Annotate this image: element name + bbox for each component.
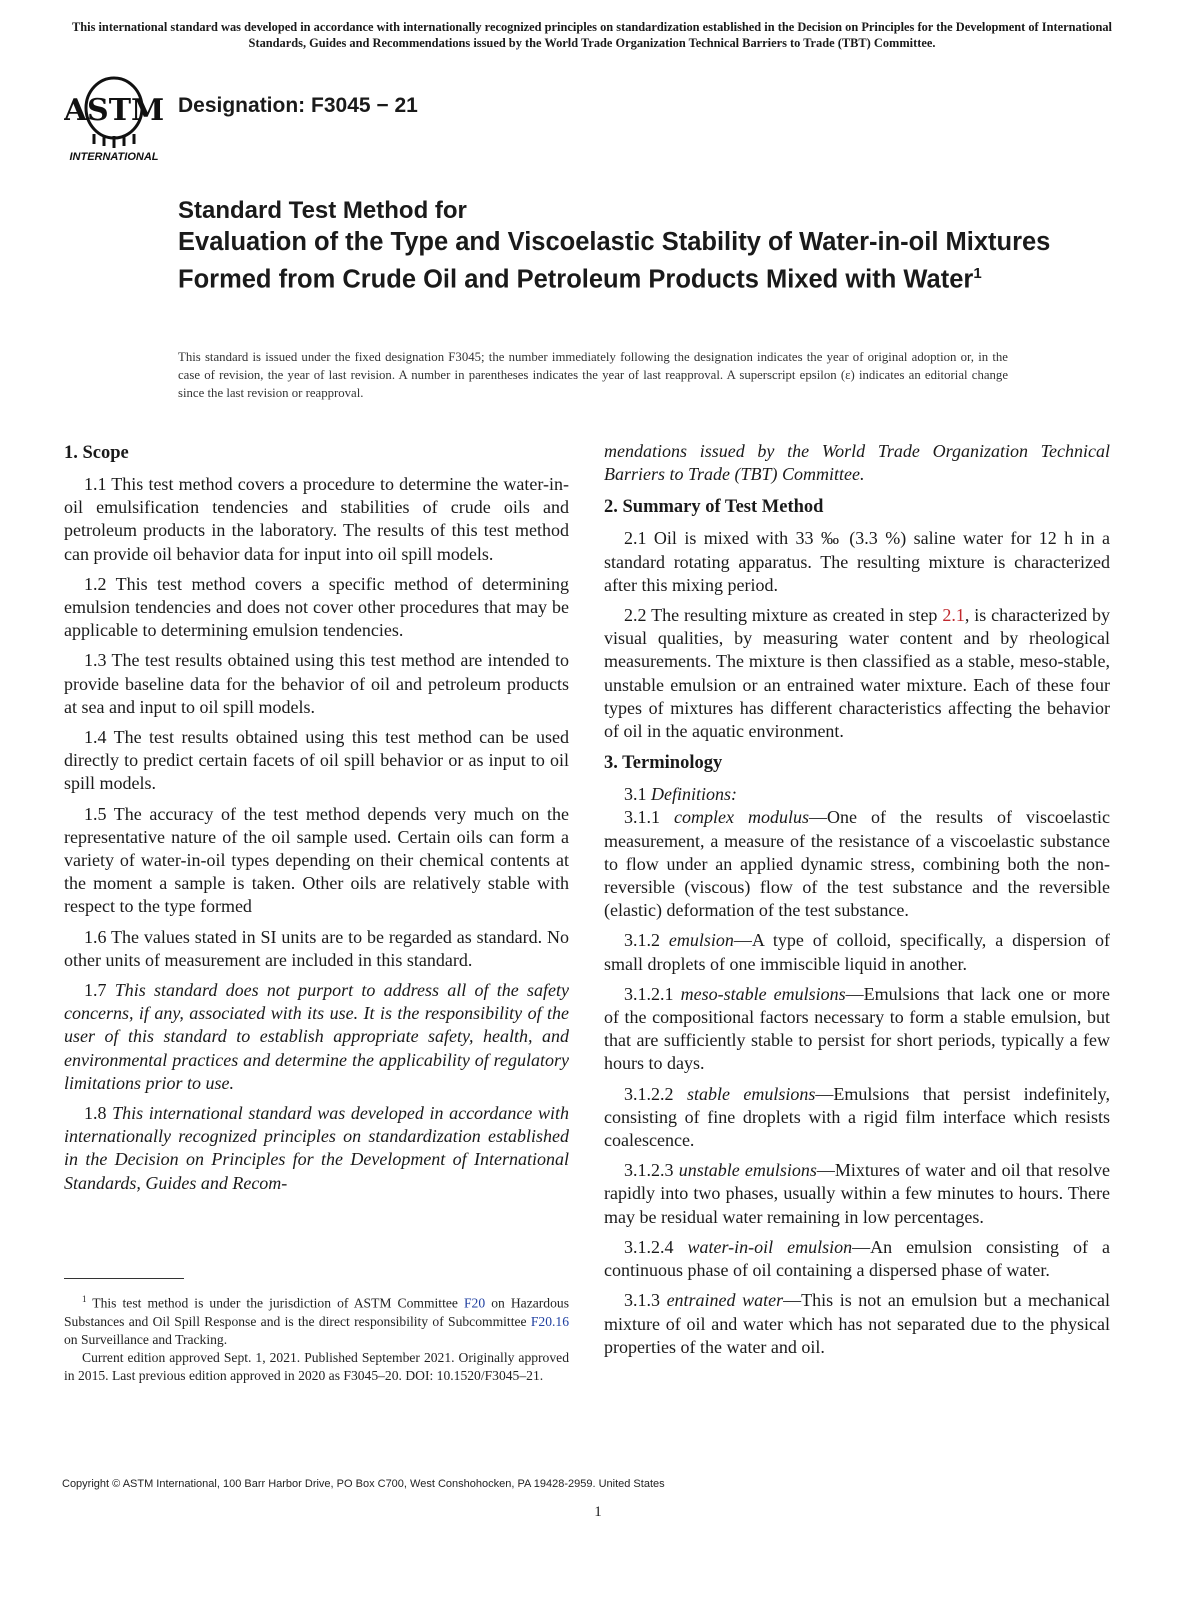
document-title — [178, 196, 1078, 296]
para-1-5: 1.5 The accuracy of the test method depends very much on the representative nature of the oil sample used. Certain oils can form a variety of water-in-oil types depending on their chemical contents at the moment a sample is taken. Other oils are relatively stable with respect to the type formed — [64, 803, 569, 917]
para-1-8 — [64, 1102, 569, 1195]
title-main: Evaluation of the Type and Viscoelastic Stability of Water-in-oil Mixtures Formed from Crude Oil and Petroleum Products Mixed with Water — [178, 228, 1051, 294]
step-2-1-link[interactable]: 2.1 — [942, 605, 965, 626]
issuance-note: This standard is issued under the fixed designation F3045; the number immediately following the designation indicates the year of original adoption or, in the case of revision, the year of last revision. A number in parentheses indicates the year of last reapproval. A superscript epsilon (ε) indicates an editorial change since the last revision or reapproval. — [178, 350, 1008, 400]
para-1-8-num: 1.8 — [84, 1103, 107, 1124]
astm-logo — [64, 70, 164, 162]
section-1-heading: 1. Scope — [64, 443, 129, 463]
footnote-mark: 1 — [82, 1294, 87, 1304]
section-2-heading: 2. Summary of Test Method — [604, 497, 824, 518]
footnote-text-b: on Hazardous Substances and Oil Spill Response and is the direct responsibility of Subcommittee — [64, 1295, 569, 1329]
logo-subtext: INTERNATIONAL — [69, 151, 159, 162]
copyright-line: Copyright © ASTM International, 100 Barr Harbor Drive, PO Box C700, West Conshohocken, PA 19428-2959. United States — [62, 1478, 665, 1490]
title-line-2 — [178, 226, 1078, 296]
def-text: —Mixtures of water and oil that resolve rapidly into two phases, usually within a few minutes to hours. There may be residual water remaining in low percentages. — [604, 1160, 1111, 1227]
para-1-2: 1.2 This test method covers a specific method of determining emulsion tendencies and does not cover other procedures that may be applicable to determining emulsion tendencies. — [64, 573, 569, 641]
para-1-3: 1.3 The test results obtained using this test method are intended to provide baseline data for the behavior of oil and petroleum products at sea and input to oil spill models. — [64, 650, 569, 717]
def-num: 3.1.2.3 — [624, 1160, 674, 1181]
para-1-1: 1.1 This test method covers a procedure to determine the water-in-oil emulsification tendencies and stabilities of crude oils and petroleum products in the laboratory. The results of this test method can provide oil behavior data for input into oil spill models. — [64, 474, 569, 564]
para-2-2-b: , is characterized by visual qualities, by measuring water content and by rheological measurements. The mixture is then classified as a stable, meso-stable, unstable emulsion or an entrained water mixture. Each of these four types of mixtures has different characteristics affecting the behavior of oil in the aquatic environment. — [604, 605, 1110, 742]
def-3-1-1 — [604, 806, 1110, 922]
def-term: complex modulus — [674, 807, 809, 828]
def-3-1-2-1 — [604, 983, 1110, 1076]
def-num: 3.1.3 — [624, 1290, 660, 1311]
def-text: —One of the results of viscoelastic measurement, a measure of the resistance of a viscoelastic substance to flow under an applied dynamic stress, combining both the non-reversible (viscous) flow of the test substance and the reversible (elastic) deformation of the test substance. — [604, 807, 1110, 921]
def-num: 3.1.2.1 — [624, 983, 674, 1004]
def-3-1-3 — [604, 1289, 1110, 1359]
para-2-2-a: 2.2 The resulting mixture as created in step — [624, 605, 943, 626]
def-num: 3.1.2 — [624, 930, 660, 951]
def-text: —Emulsions that persist indefinitely, consisting of fine droplets with a rigid film interface which resists coalescence. — [604, 1083, 1110, 1151]
def-text: —This is not an emulsion but a mechanical mixture of oil and water which has not separated due to the physical properties of the water and oil. — [604, 1290, 1110, 1357]
designation: Designation: F3045 − 21 — [178, 94, 418, 117]
title-line-1: Standard Test Method for — [178, 197, 467, 224]
definitions-heading — [604, 783, 1110, 806]
def-text: —A type of colloid, specifically, a dispersion of small droplets of one immiscible liquid in another. — [604, 930, 1110, 974]
footnote-text-a: This test method is under the jurisdiction of ASTM Committee — [86, 1295, 464, 1311]
def-3-1-2-3 — [604, 1159, 1110, 1229]
committee-f20-link[interactable]: F20 — [464, 1295, 486, 1311]
def-term: emulsion — [668, 930, 734, 951]
footnote-para-1 — [64, 1290, 569, 1349]
def-term: unstable emulsions — [678, 1160, 817, 1181]
def-3-1-2 — [604, 929, 1110, 975]
def-3-1-2-2 — [604, 1083, 1110, 1153]
title-footnote-mark: 1 — [973, 265, 982, 282]
para-1-6: 1.6 The values stated in SI units are to be regarded as standard. No other units of measurement are included in this standard. — [64, 926, 569, 970]
para-1-7 — [64, 979, 569, 1095]
subcommittee-f20-16-link[interactable]: F20.16 — [530, 1313, 569, 1329]
right-column — [604, 440, 1110, 1366]
footnote-para-2: Current edition approved Sept. 1, 2021. Published September 2021. Originally approved in 2015. Last previous edition approved in 2020 as F3045–20. DOI: 10.1520/F3045–21. — [64, 1349, 569, 1383]
footnote-text-c: on Surveillance and Tracking. — [64, 1331, 228, 1347]
para-1-8-text: This international standard was developed in accordance with internationally recognized principles on standardization established in the Decision on Principles for the Development of International Standards, Guides and Recom- — [64, 1103, 569, 1193]
left-column — [64, 440, 569, 1202]
para-2-2 — [604, 604, 1110, 743]
def-term: water-in-oil emulsion — [687, 1236, 853, 1257]
def-text: —An emulsion consisting of a continuous phase of oil containing a dispersed phase of water. — [604, 1236, 1110, 1281]
para-2-1: 2.1 Oil is mixed with 33 ‰ (3.3 %) saline water for 12 h in a standard rotating apparatus. The resulting mixture is characterized after this mixing period. — [604, 528, 1110, 595]
footnote-divider — [64, 1278, 184, 1279]
def-term: entrained water — [666, 1290, 784, 1311]
def-num: 3.1.2.4 — [624, 1236, 674, 1257]
footnote — [64, 1290, 569, 1385]
para-1-8-continued — [604, 440, 1110, 486]
para-1-7-num: 1.7 — [84, 980, 107, 1001]
page-number: 1 — [594, 1504, 602, 1520]
def-term: stable emulsions — [686, 1083, 816, 1104]
section-3-heading: 3. Terminology — [604, 753, 723, 774]
def-num: 3.1 — [624, 784, 647, 805]
def-text: —Emulsions that lack one or more of the compositional factors necessary to form a stable emulsion, but that are sufficiently stable to persist for short periods, typically a few hours to days. — [604, 983, 1111, 1074]
def-num: 3.1.1 — [624, 807, 660, 828]
logo-text: ASTM — [64, 93, 164, 128]
top-notice: This international standard was developed in accordance with internationally recognized principles on standardization established in the Decision on Principles for the Development of International Standards, Guides and Recommendations issued by the World Trade Organization Technical Barriers to Trade (TBT) Committee. — [71, 20, 1113, 50]
para-1-7-text: This standard does not purport to address all of the safety concerns, if any, associated with its use. It is the responsibility of the user of this standard to establish appropriate safety, health, and environmental practices and determine the applicability of regulatory limitations prior to use. — [64, 980, 570, 1093]
para-1-8-cont-text: mendations issued by the World Trade Organization Technical Barriers to Trade (TBT) Committee. — [604, 441, 1110, 485]
def-num: 3.1.2.2 — [624, 1083, 674, 1104]
def-label: Definitions: — [651, 784, 737, 805]
def-3-1-2-4 — [604, 1236, 1110, 1282]
def-term: meso-stable emulsions — [680, 983, 846, 1004]
para-1-4: 1.4 The test results obtained using this test method can be used directly to predict certain facets of oil spill behavior or as input to oil spill models. — [64, 727, 569, 794]
